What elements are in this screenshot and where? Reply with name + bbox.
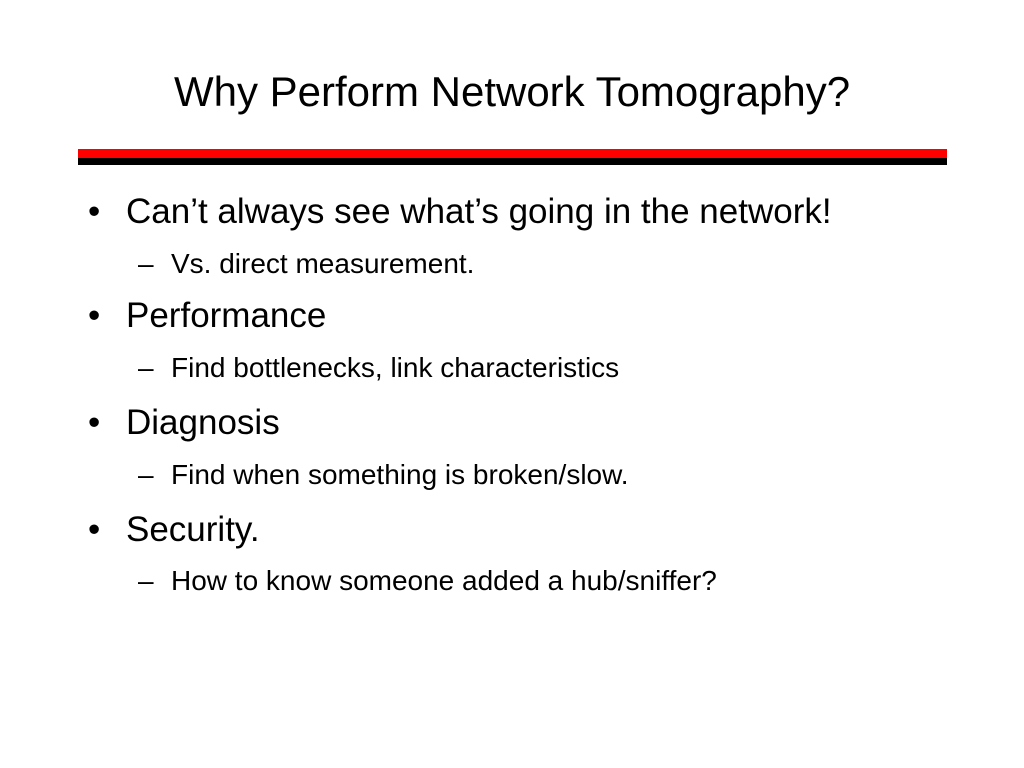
sub-bullet-marker: – — [138, 459, 154, 490]
bullet-text: Diagnosis — [126, 403, 280, 442]
slide-title: Why Perform Network Tomography? — [173, 68, 851, 115]
sub-bullet-marker: – — [138, 565, 154, 596]
sub-bullet-item — [138, 564, 717, 598]
bullet-item — [88, 510, 260, 550]
sub-bullet-text: Find bottlenecks, link characteristics — [171, 352, 620, 383]
sub-bullet-marker: – — [138, 248, 154, 279]
sub-bullet-item — [138, 247, 474, 281]
bullet-marker: • — [88, 403, 101, 442]
sub-bullet-item — [138, 458, 629, 492]
sub-bullet-text: Find when something is broken/slow. — [171, 459, 629, 490]
sub-bullet-text: Vs. direct measurement. — [171, 248, 475, 279]
bullet-marker: • — [88, 510, 101, 549]
sub-bullet-text: How to know someone added a hub/sniffer? — [171, 565, 717, 596]
bullet-item — [88, 296, 326, 336]
bullet-item — [88, 192, 832, 232]
sub-bullet-item — [138, 351, 619, 385]
bullet-text: Can’t always see what’s going in the network! — [126, 192, 832, 231]
bullet-text: Security. — [126, 510, 260, 549]
sub-bullet-marker: – — [138, 352, 154, 383]
bullet-item — [88, 403, 280, 443]
bullet-marker: • — [88, 192, 101, 231]
bullet-marker: • — [88, 296, 101, 335]
bullet-text: Performance — [126, 296, 327, 335]
